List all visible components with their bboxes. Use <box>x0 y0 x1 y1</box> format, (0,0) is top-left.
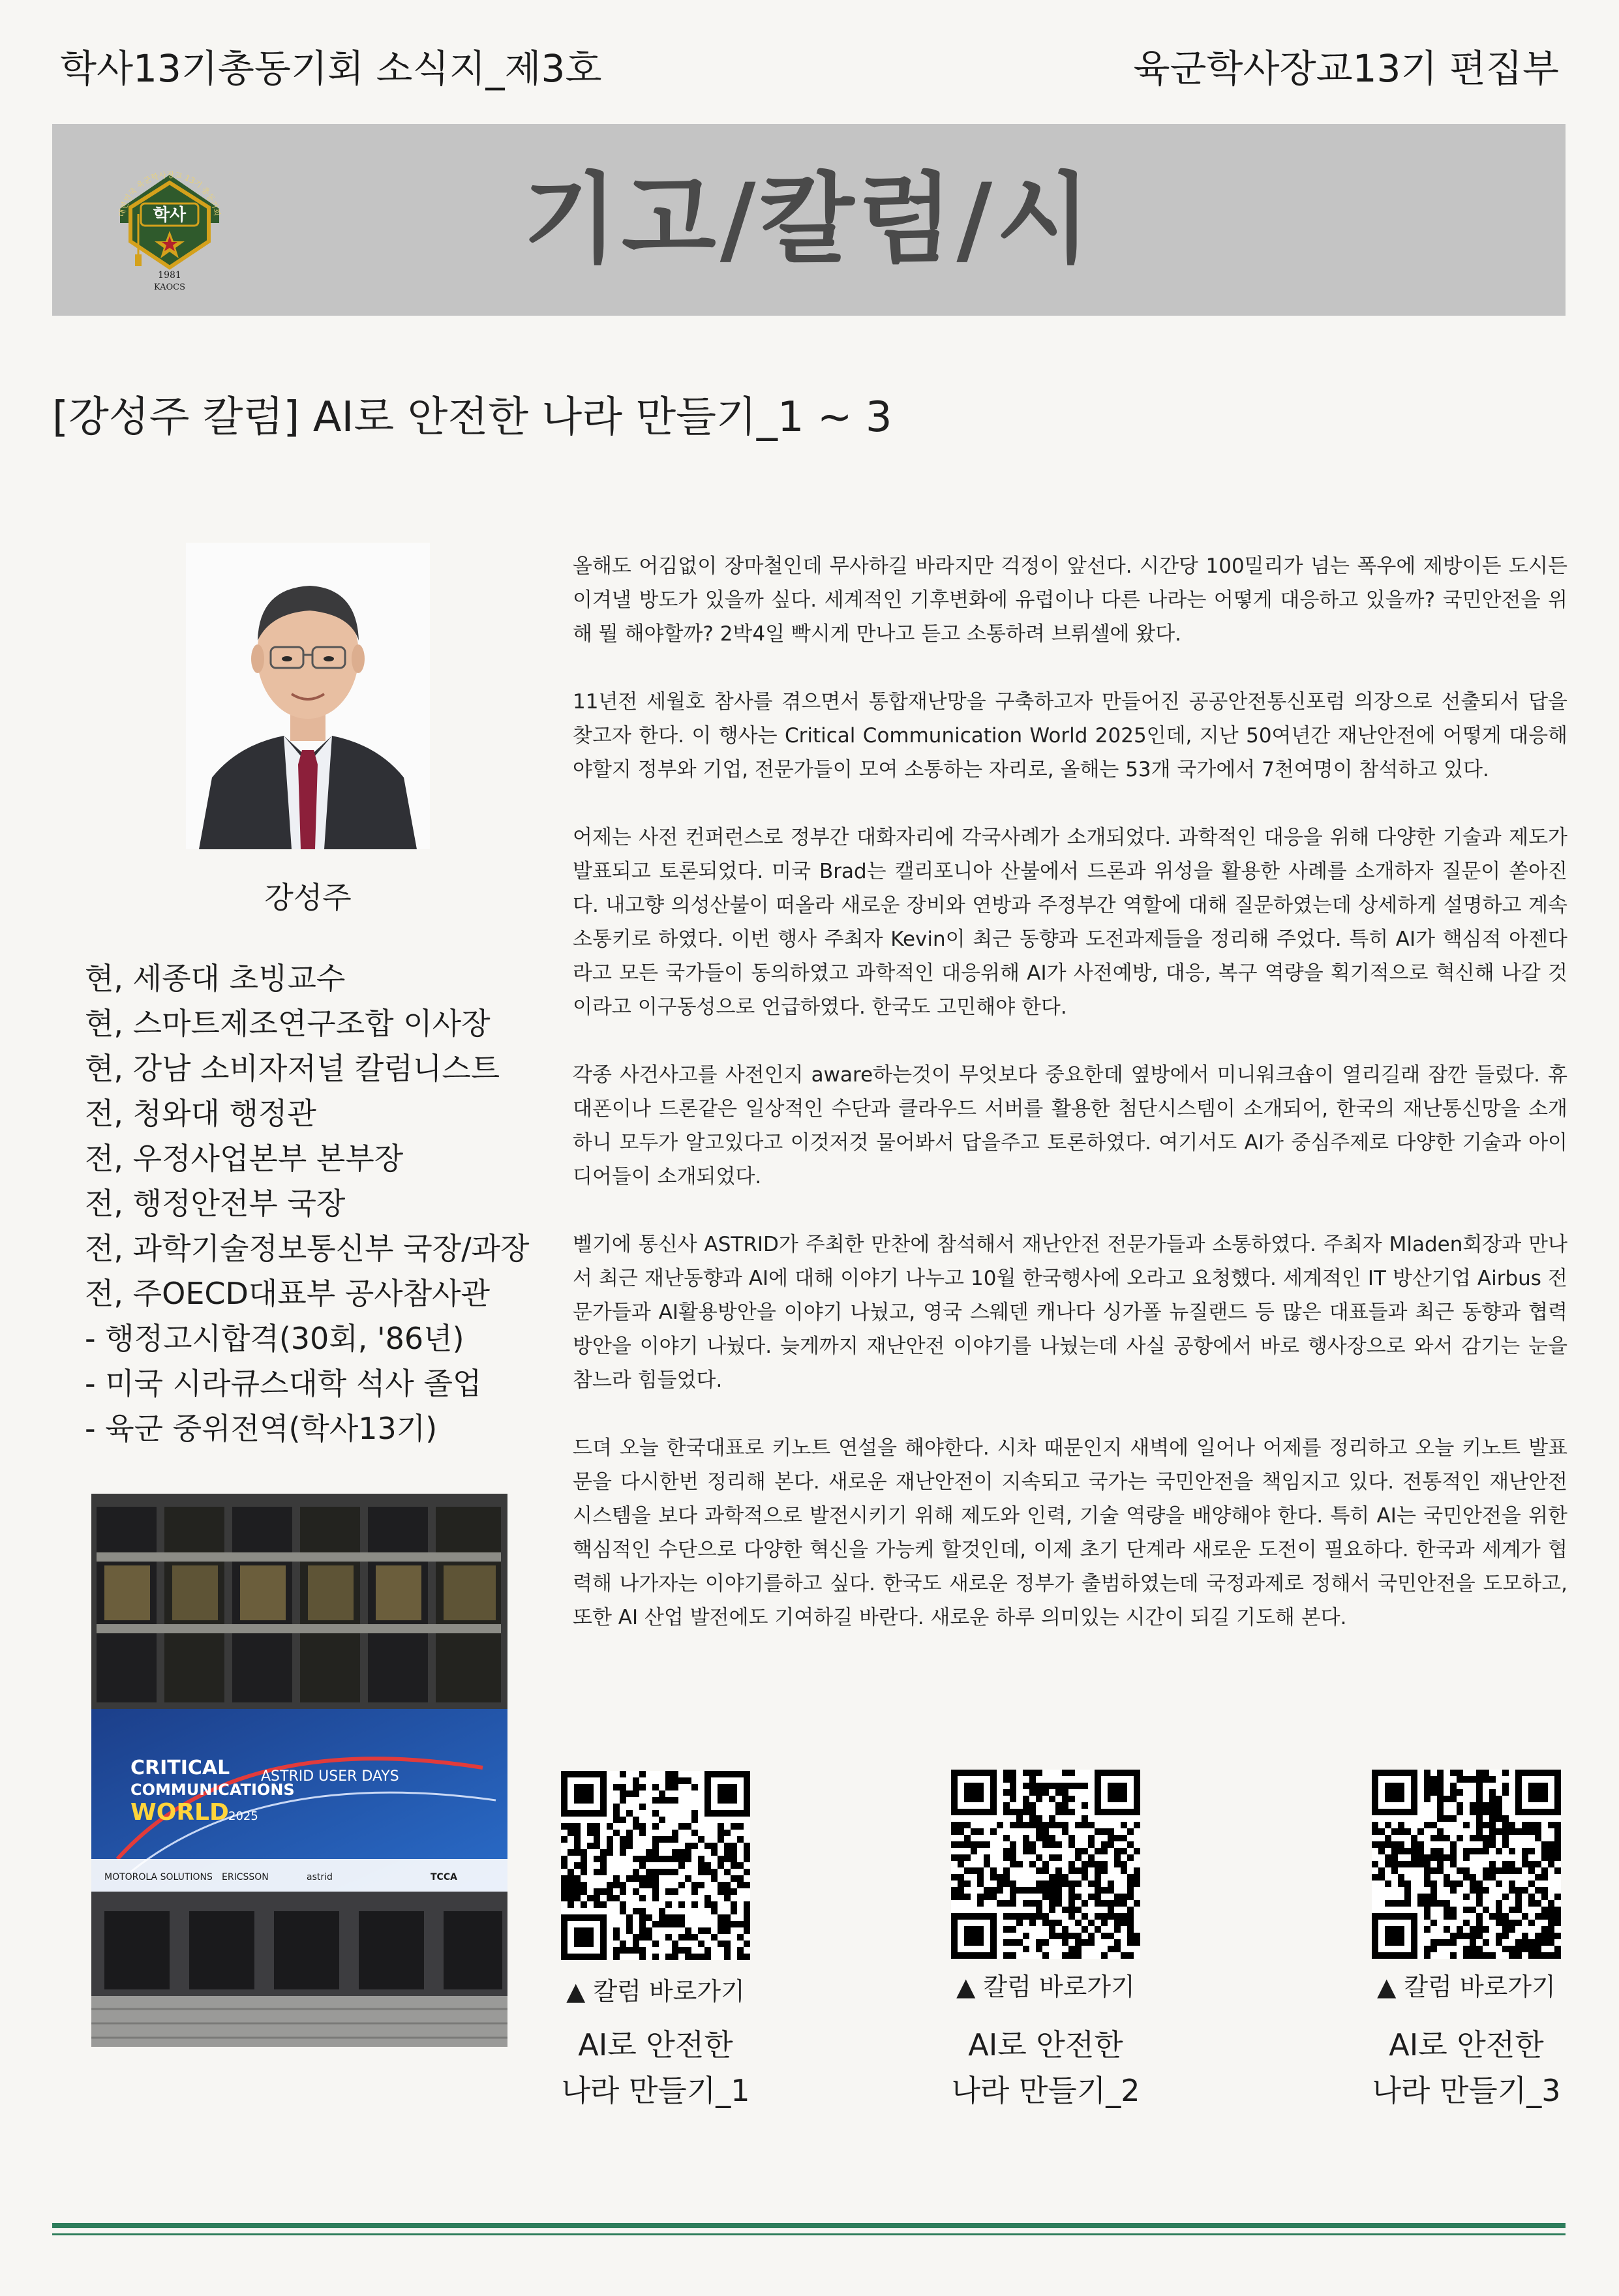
article-paragraph: 벨기에 통신사 ASTRID가 주최한 만찬에 참석해서 재난안전 전문가들과 소통하였다. 주최자 Mladen회장과 만나서 최근 재난동향과 AI에 대해 이야기 나누고 10월 한국행사에 오라고 요청했다. 세계적인 IT 방산기업 Airbus 전문가들과 AI활용방안을 이야기 나눴고, 영국 스웨덴 캐나다 싱가폴 뉴질랜드 등 많은 대표들과 최근 동향과 협력방안을 이야기 나눴다. 늦게까지 재난안전 이야기를 나눴는데 사실 공항에서 바로 행사장으로 와서 감기는 눈을 참느라 힘들었다. <box>573 1233 1567 1392</box>
sponsor-astrid: astrid <box>307 1872 333 1882</box>
qr-caption-2[interactable]: ▲ 칼럼 바로가기 <box>956 1972 1135 2001</box>
cv-item: 전, 주OECD대표부 공사참사관 <box>85 1276 491 1311</box>
qr-code-icon[interactable] <box>561 1771 750 1960</box>
qr-title-2-line2: 나라 만들기_2 <box>951 2073 1140 2108</box>
editorial-team-label: 육군학사장교13기 편집부 <box>1133 46 1559 91</box>
event-venue-photo <box>91 1494 507 2047</box>
author-photo <box>186 543 430 849</box>
qr-card-2[interactable] <box>951 1770 1140 1959</box>
qr-card-3[interactable] <box>1372 1770 1561 1959</box>
qr-card-1[interactable] <box>561 1771 750 1960</box>
section-banner <box>52 124 1566 316</box>
article-body <box>573 549 1567 1669</box>
sponsor-ericsson: ERICSSON <box>222 1872 269 1882</box>
author-name: 강성주 <box>264 880 352 915</box>
newsletter-issue-title: 학사13기총동기회 소식지_제3호 <box>60 46 602 91</box>
qr-title-3-line1: AI로 안전한 <box>1389 2027 1544 2062</box>
article-paragraph: 어제는 사전 컨퍼런스로 정부간 대화자리에 각국사례가 소개되었다. 과학적인 대응을 위해 다양한 기술과 제도가 발표되고 토론되었다. 미국 Brad는 캘리포니아 산불에서 드론과 위성을 활용한 사례를 소개하자 질문이 쏟아진다. 내고향 의성산불이 떠올라 새로운 장비와 연방과 주정부간 역할에 대해 질문하였는데 상세하게 설명하고 계속 소통키로 하였다. 이번 행사 주최자 Kevin이 최근 동향과 도전과제들을 정리해 주었다. 특히 AI가 핵심적 아젠다라고 모든 국가들이 동의하였고 과학적인 대응위해 AI가 사전예방, 대응, 복구 역량을 획기적으로 혁신해 나갈 것이라고 이구동성으로 언급하였다. 한국도 고민해야 한다. <box>573 826 1567 1019</box>
qr-title-2-line1: AI로 안전한 <box>968 2027 1123 2062</box>
cv-item: - 미국 시라큐스대학 석사 졸업 <box>85 1366 482 1401</box>
article-paragraph: 각종 사건사고를 사전인지 aware하는것이 무엇보다 중요한데 옆방에서 미니워크숍이 열리길래 잠깐 들렀다. 휴대폰이나 드론같은 일상적인 수단과 클라우드 서버를 활용한 첨단시스템이 소개되어, 한국의 재난통신망을 소개하니 모두가 알고있다고 이것저것 물어봐서 답을주고 토론하였다. 여기서도 AI가 중심주제로 다양한 기술과 아이디어들이 소개되었다. <box>573 1063 1567 1188</box>
article-paragraph: 11년전 세월호 참사를 겪으면서 통합재난망을 구축하고자 만들어진 공공안전통신포럼 의장으로 선출되서 답을 찾고자 한다. 이 행사는 Critical Communication World 2025인데, 지난 50여년간 재난안전에 어떻게 대응해야할지 정부와 기업, 전문가들이 모여 소통하는 자리로, 올해는 53개 국가에서 7천여명이 참석하고 있다. <box>573 690 1567 781</box>
cv-item: 현, 세종대 초빙교수 <box>85 961 346 996</box>
logo-year: 1981 <box>158 270 181 280</box>
qr-caption-3[interactable]: ▲ 칼럼 바로가기 <box>1377 1972 1556 2001</box>
author-cv-list <box>85 956 554 1451</box>
cv-item: 전, 과학기술정보통신부 국장/과장 <box>85 1231 530 1266</box>
banner-event-line2: COMMUNICATIONS <box>130 1781 295 1799</box>
banner-event-year: 2025 <box>228 1809 258 1823</box>
cv-item: - 육군 중위전역(학사13기) <box>85 1411 438 1446</box>
cv-item: 현, 강남 소비자저널 칼럼니스트 <box>85 1051 500 1086</box>
association-logo-icon <box>104 163 235 294</box>
logo-text: 학사 <box>153 205 187 225</box>
logo-org: KAOCS <box>153 282 186 292</box>
qr-title-1-line1: AI로 안전한 <box>578 2027 733 2062</box>
footer-rule-thin <box>52 2233 1566 2235</box>
banner-side-text: ASTRID USER DAYS <box>261 1768 399 1785</box>
cv-item: 전, 행정안전부 국장 <box>85 1186 346 1221</box>
qr-caption-1[interactable]: ▲ 칼럼 바로가기 <box>566 1977 745 2006</box>
article-paragraph: 올해도 어김없이 장마철인데 무사하길 바라지만 걱정이 앞선다. 시간당 100밀리가 넘는 폭우에 제방이든 도시든 이겨낼 방도가 있을까 싶다. 세계적인 기후변화에 유럽이나 다른 나라는 어떻게 대응하고 있을까? 국민안전을 위해 뭘 해야할까? 2박4일 빡시게 만나고 듣고 소통하려 브뤼셀에 왔다. <box>573 554 1567 646</box>
cv-item: 전, 우정사업본부 본부장 <box>85 1141 404 1176</box>
qr-title-1-line2: 나라 만들기_1 <box>561 2073 750 2108</box>
cv-item: 전, 청와대 행정관 <box>85 1096 316 1131</box>
qr-code-icon[interactable] <box>1372 1770 1561 1959</box>
article-title: [강성주 칼럼] AI로 안전한 나라 만들기_1 ~ 3 <box>52 393 892 442</box>
svg-text:대한민국 육군학사장교 13기 총동기회: 대한민국 육군학사장교 13기 총동기회 <box>117 170 222 218</box>
article-paragraph: 드뎌 오늘 한국대표로 키노트 연설을 해야한다. 시차 때문인지 새벽에 일어나 어제를 정리하고 오늘 키노트 발표문을 다시한번 정리해 본다. 새로운 재난안전이 지속되고 국가는 국민안전을 책임지고 있다. 전통적인 재난안전 시스템을 보다 과학적으로 발전시키기 위해 제도와 인력, 기술 역량을 배양해야 한다. 특히 AI는 국민안전을 위한 핵심적인 수단으로 다양한 혁신을 가능케 할것인데, 이제 초기 단계라 새로운 도전이 필요하다. 한국과 세계가 협력해 나가자는 이야기를하고 싶다. 한국도 새로운 정부가 출범하였는데 국정과제로 정해서 국민안전을 도모하고, 또한 AI 산업 발전에도 기여하길 바란다. 새로운 하루 의미있는 시간이 되길 기도해 본다. <box>573 1436 1567 1629</box>
cv-item: 현, 스마트제조연구조합 이사장 <box>85 1006 491 1041</box>
qr-title-3-line2: 나라 만들기_3 <box>1372 2073 1561 2108</box>
section-title: 기고/칼럼/시 <box>522 163 1095 277</box>
footer-rule <box>52 2223 1566 2228</box>
sponsor-motorola: MOTOROLA SOLUTIONS <box>104 1872 213 1882</box>
sponsor-tcca: TCCA <box>431 1872 457 1882</box>
banner-event-line1: CRITICAL <box>130 1757 230 1779</box>
banner-event-line3: WORLD <box>130 1799 229 1826</box>
cv-item: - 행정고시합격(30회, '86년) <box>85 1321 464 1356</box>
qr-code-icon[interactable] <box>951 1770 1140 1959</box>
